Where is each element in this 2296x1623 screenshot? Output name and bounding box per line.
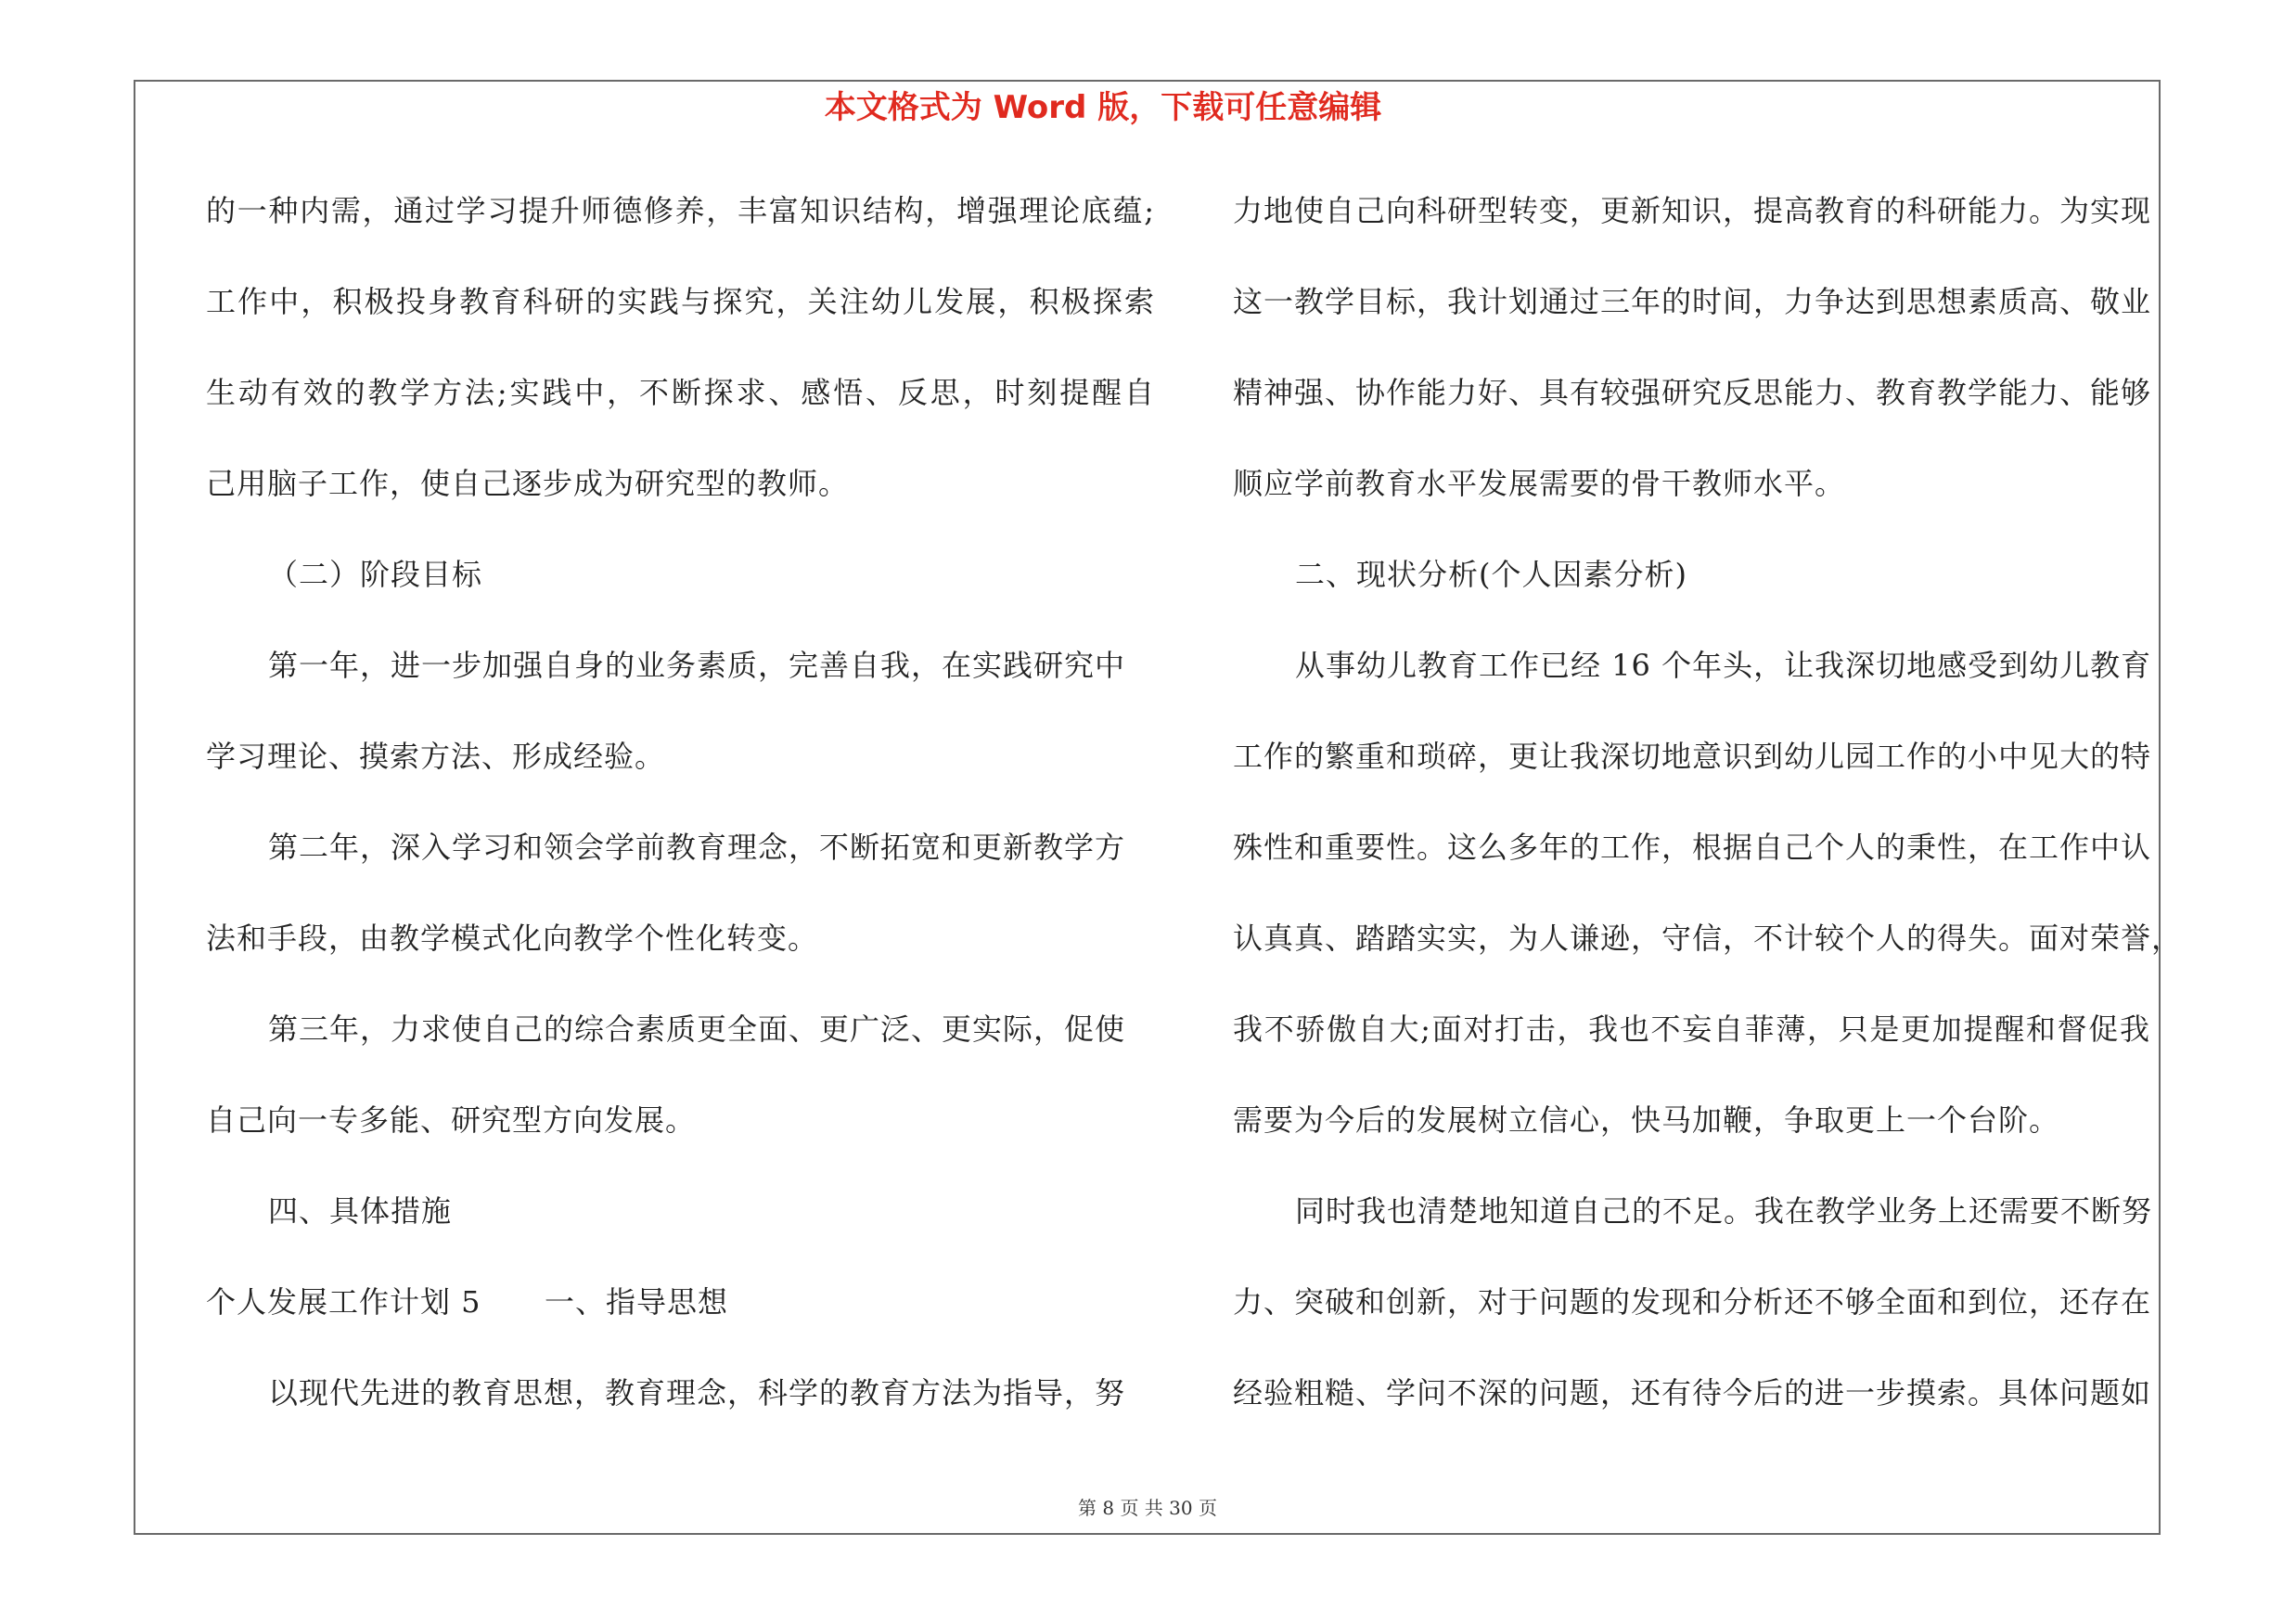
left-column xyxy=(206,165,1155,1438)
paragraph-line: 工作的繁重和琐碎，更让我深切地意识到幼儿园工作的小中见大的特 xyxy=(1233,739,2152,774)
paragraph-line: 经验粗糙、学问不深的问题，还有待今后的进一步摸索。具体问题如 xyxy=(1233,1375,2152,1410)
paragraph-line: 同时我也清楚地知道自己的不足。我在教学业务上还需要不断努 xyxy=(1295,1193,2153,1229)
paragraph-line: 工作中，积极投身教育科研的实践与探究，关注幼儿发展，积极探索 xyxy=(206,284,1155,319)
paragraph-line: 第二年，深入学习和领会学前教育理念，不断拓宽和更新教学方 xyxy=(268,830,1126,865)
paragraph-line: 生动有效的教学方法;实践中，不断探求、感悟、反思，时刻提醒自 xyxy=(206,375,1155,410)
paragraph-line: 需要为今后的发展树立信心，快马加鞭，争取更上一个台阶。 xyxy=(1233,1102,2060,1138)
paragraph-line: 我不骄傲自大;面对打击，我也不妄自菲薄，只是更加提醒和督促我 xyxy=(1233,1011,2150,1047)
plan-title-line xyxy=(206,1256,1155,1347)
paragraph-line: 精神强、协作能力好、具有较强研究反思能力、教育教学能力、能够 xyxy=(1233,375,2152,410)
paragraph-line: 力地使自己向科研型转变，更新知识，提高教育的科研能力。为实现 xyxy=(1233,193,2152,228)
page-number: 第 8 页 共 30 页 xyxy=(1078,1497,1217,1519)
paragraph-line: 己用脑子工作，使自己逐步成为研究型的教师。 xyxy=(206,466,850,501)
paragraph-line: 顺应学前教育水平发展需要的骨干教师水平。 xyxy=(1233,466,1846,501)
paragraph-line: 法和手段，由教学模式化向教学个性化转变。 xyxy=(206,921,819,956)
paragraph-line: 以现代先进的教育思想，教育理念，科学的教育方法为指导，努 xyxy=(268,1375,1126,1410)
paragraph-line: 从事幼儿教育工作已经 16 个年头，让我深切地感受到幼儿教育 xyxy=(1295,648,2152,683)
paragraph-line: 自己向一专多能、研究型方向发展。 xyxy=(206,1102,697,1138)
paragraph-line: 学习理论、摸索方法、形成经验。 xyxy=(206,739,666,774)
paragraph-line: 第三年，力求使自己的综合素质更全面、更广泛、更实际，促使 xyxy=(268,1011,1126,1047)
paragraph-line: 第一年，进一步加强自身的业务素质，完善自我，在实践研究中 xyxy=(268,648,1126,683)
paragraph-line: 殊性和重要性。这么多年的工作，根据自己个人的秉性，在工作中认 xyxy=(1233,830,2152,865)
section-heading: 一、指导思想 xyxy=(545,1284,729,1320)
paragraph-line: 力、突破和创新，对于问题的发现和分析还不够全面和到位，还存在 xyxy=(1233,1284,2152,1320)
paragraph-line: 这一教学目标，我计划通过三年的时间，力争达到思想素质高、敬业 xyxy=(1233,284,2152,319)
plan-title: 个人发展工作计划 5 xyxy=(206,1284,481,1320)
paragraph-line: 认真真、踏踏实实，为人谦逊，守信，不计较个人的得失。面对荣誉， xyxy=(1233,921,2183,956)
document-header-notice: 本文格式为 Word 版，下载可任意编辑 xyxy=(824,89,1382,126)
section-heading: （二）阶段目标 xyxy=(268,557,483,592)
section-heading: 二、现状分析(个人因素分析) xyxy=(1295,557,1687,592)
paragraph-line: 的一种内需，通过学习提升师德修养，丰富知识结构，增强理论底蕴; xyxy=(206,193,1155,228)
section-heading: 四、具体措施 xyxy=(268,1193,453,1229)
right-column xyxy=(1233,165,2183,1438)
